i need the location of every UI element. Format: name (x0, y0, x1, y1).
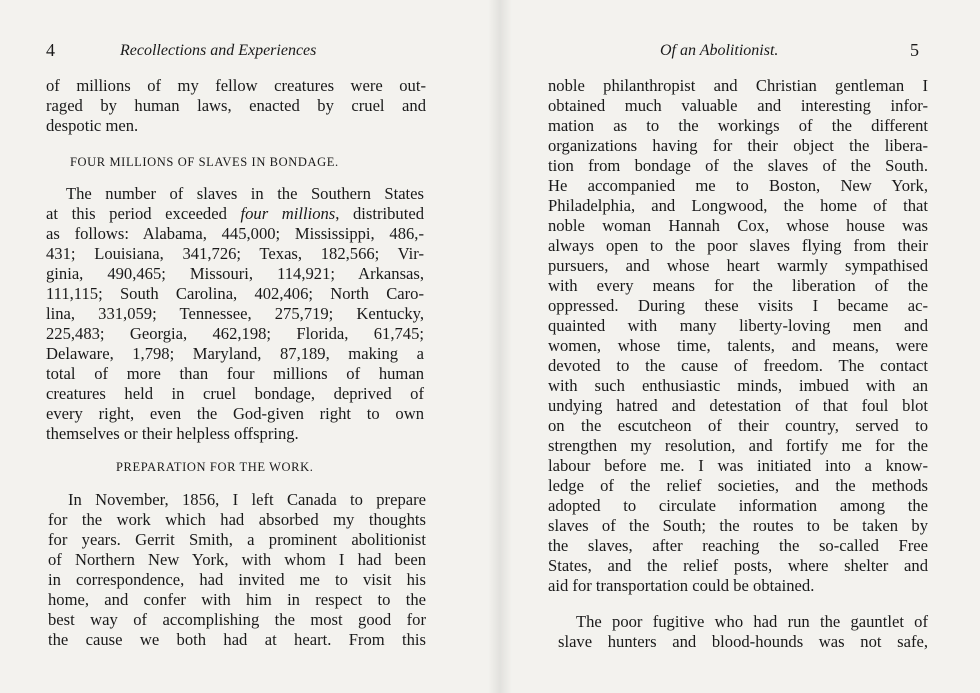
text-line: the cause we both had at heart. From this (48, 630, 426, 649)
right-page-number: 5 (910, 40, 919, 60)
text-line: total of more than four millions of human (46, 364, 424, 383)
text-line: States, and the relief posts, where shelter and (548, 556, 928, 575)
left-page-number: 4 (46, 40, 55, 60)
text-line: mation as to the workings of the different (548, 116, 928, 135)
text-line: women, whose time, talents, and means, were (548, 336, 928, 355)
italic-emphasis: four millions (240, 204, 336, 223)
text-line: pursuers, and whose heart warmly sympathised (548, 256, 928, 275)
text-line: every right, even the God-given right to own (46, 404, 424, 423)
text-line: slave hunters and blood-hounds was not safe, (558, 632, 928, 651)
right-page (500, 0, 980, 693)
text-line: devoted to the cause of freedom. The contact (548, 356, 928, 375)
text-line: quainted with many liberty-loving men and (548, 316, 928, 335)
text-line: with every means for the liberation of the (548, 276, 928, 295)
text-line: labour before me. I was initiated into a know- (548, 456, 928, 475)
text-line: slaves of the South; the routes to be taken by (548, 516, 928, 535)
text-line: for years. Gerrit Smith, a prominent abolitionist (48, 530, 426, 549)
text-line: Delaware, 1,798; Maryland, 87,189, making a (46, 344, 424, 363)
text-line: The number of slaves in the Southern States (66, 184, 424, 203)
section-heading-slaves: FOUR MILLIONS OF SLAVES IN BONDAGE. (70, 155, 339, 169)
text-line: strengthen my resolution, and fortify me for the (548, 436, 928, 455)
text-line: the slaves, after reaching the so-called Free (548, 536, 928, 555)
text-line: The poor fugitive who had run the gauntlet of (576, 612, 928, 631)
text-line: ginia, 490,465; Missouri, 114,921; Arkansas, (46, 264, 424, 283)
text-line: ledge of the relief societies, and the methods (548, 476, 928, 495)
text-line: 111,115; South Carolina, 402,406; North Caro- (46, 284, 424, 303)
text-line: home, and confer with him in respect to the (48, 590, 426, 609)
text-line: of Northern New York, with whom I had been (48, 550, 426, 569)
text-line: noble philanthropist and Christian gentleman I (548, 76, 928, 95)
text-line: oppressed. During these visits I became ac- (548, 296, 928, 315)
text-line: adopted to circulate information among the (548, 496, 928, 515)
text-line: best way of accomplishing the most good for (48, 610, 426, 629)
text-line: Philadelphia, and Longwood, the home of that (548, 196, 928, 215)
section-heading-preparation: PREPARATION FOR THE WORK. (116, 460, 314, 474)
text-line: with such enthusiastic minds, imbued with an (548, 376, 928, 395)
right-running-head: Of an Abolitionist. (660, 42, 779, 59)
text-line: for the work which had absorbed my thoughts (48, 510, 426, 529)
text-line: noble woman Hannah Cox, whose house was (548, 216, 928, 235)
text-line: themselves or their helpless offspring. (46, 424, 299, 443)
text-line: 431; Louisiana, 341,726; Texas, 182,566; Vir- (46, 244, 424, 263)
text-line: He accompanied me to Boston, New York, (548, 176, 928, 195)
text-line: raged by human laws, enacted by cruel and (46, 96, 426, 115)
text-line: In November, 1856, I left Canada to prepare (68, 490, 426, 509)
text-line: creatures held in cruel bondage, deprived of (46, 384, 424, 403)
text-line: despotic men. (46, 116, 139, 135)
left-running-head: Recollections and Experiences (120, 42, 317, 59)
text-line: obtained much valuable and interesting infor- (548, 96, 928, 115)
text-line: of millions of my fellow creatures were out- (46, 76, 426, 95)
text-line: undying hatred and detestation of that foul blot (548, 396, 928, 415)
text-line: organizations having for their object the libera- (548, 136, 928, 155)
text-line: on the escutcheon of their country, served to (548, 416, 928, 435)
text-line: 225,483; Georgia, 462,198; Florida, 61,745; (46, 324, 424, 343)
emph-line-text: at this period exceeded four millions, distributed (46, 204, 424, 223)
text-line-emph (46, 204, 424, 224)
text-line: always open to the poor slaves flying from their (548, 236, 928, 255)
text-line: in correspondence, had invited me to visit his (48, 570, 426, 589)
text-line: lina, 331,059; Tennessee, 275,719; Kentucky, (46, 304, 424, 323)
text-line: as follows: Alabama, 445,000; Mississippi, 486,- (46, 224, 424, 243)
text-line: tion from bondage of the slaves of the South. (548, 156, 928, 175)
text-line: aid for transportation could be obtained. (548, 576, 815, 595)
